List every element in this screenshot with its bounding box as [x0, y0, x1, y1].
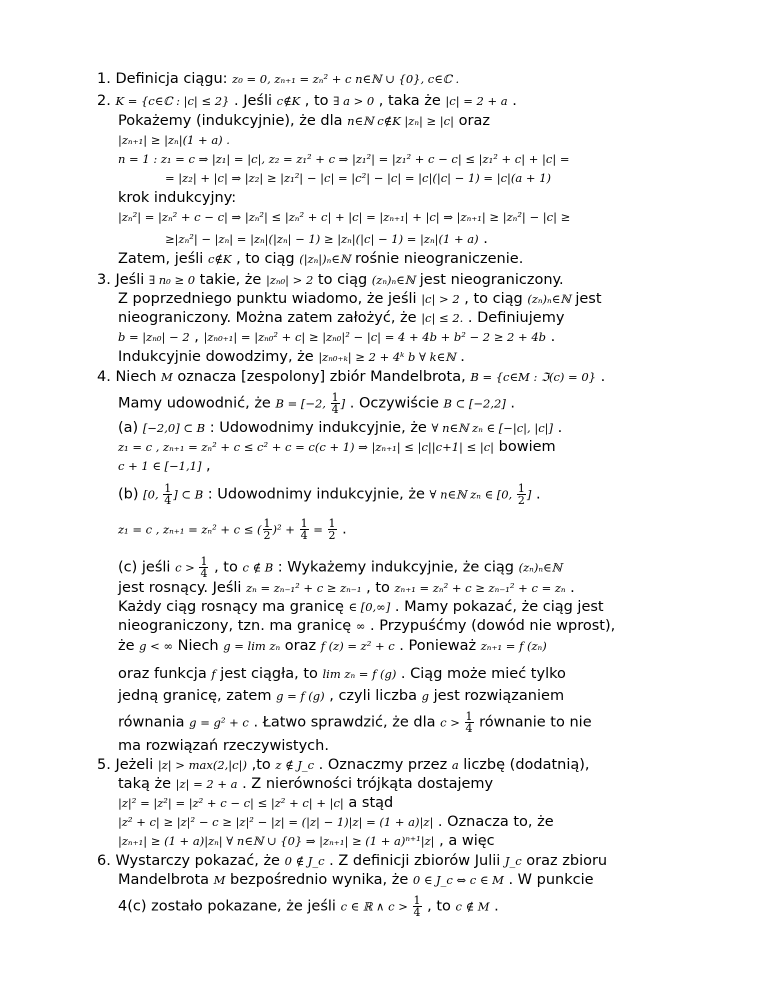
document-line	[118, 483, 541, 506]
fraction-numerator: 1	[517, 482, 525, 495]
math-expression: n∈ℕ c∉K |zₙ| ≥ |c|	[347, 114, 455, 128]
document-line	[118, 637, 547, 655]
math-expression: M	[213, 873, 226, 887]
math-expression: M	[161, 370, 173, 384]
text-run: Indukcyjnie dowodzimy, że	[118, 349, 319, 365]
text-run: Zatem, jeśli	[118, 251, 208, 267]
math-expression: ∃ n₀ ≥ 0	[148, 273, 196, 287]
document-line	[118, 871, 594, 889]
math-expression: |z² + c| ≥ |z|² − c ≥ |z|² − |z| = (|z| − 1)|z| = (1 + a)|z|	[118, 815, 434, 829]
text-run: Pokażemy (indukcyjnie), że dla	[118, 113, 348, 129]
document-line	[97, 271, 564, 289]
math-expression: c∉K	[276, 94, 301, 108]
document-line	[97, 756, 590, 774]
math-expression: B ⊂ [−2,2]	[443, 396, 506, 411]
text-run: , to	[422, 898, 456, 915]
fraction-numerator: 1	[331, 391, 339, 404]
text-run: jedną granicę, zatem	[118, 688, 277, 704]
document-line	[97, 70, 459, 88]
text-run: jest rosnący. Jeśli	[118, 580, 247, 596]
text-run: 3. Jeśli	[97, 272, 149, 288]
math-expression: 0 ∉ J_c	[284, 854, 325, 868]
text-run: 4(c) zostało pokazane, że jeśli	[118, 898, 341, 915]
math-expression: B = [−2,	[275, 396, 330, 411]
math-expression: c∉K	[207, 252, 232, 266]
math-expression: |zₙ₊₁| ≥ |zₙ|(1 + a) .	[118, 133, 230, 147]
fraction	[163, 483, 172, 506]
text-run: .	[546, 329, 556, 345]
math-expression: f	[211, 667, 216, 681]
document-line	[97, 368, 605, 386]
text-run: .	[507, 93, 517, 109]
document-line	[118, 457, 211, 475]
text-run: Mamy udowodnić, że	[118, 395, 276, 412]
text-run: . Mamy pokazać, że ciąg jest	[390, 599, 604, 615]
text-run: 5. Jeżeli	[97, 757, 158, 773]
math-expression: K = {c∈ℂ : |c| ≤ 2}	[115, 94, 230, 108]
document-line	[118, 250, 523, 268]
text-run: (b)	[118, 486, 144, 503]
text-run: 2.	[97, 93, 116, 109]
math-expression: zₙ₊₁ = f (zₙ)	[480, 639, 547, 653]
math-expression: ] ⊂ B	[173, 487, 204, 502]
fraction-numerator: 1	[300, 517, 308, 530]
text-run: .	[531, 486, 541, 503]
fraction-denominator: 4	[164, 494, 172, 507]
text-run: nieograniczony. Można zatem założyć, że	[118, 310, 422, 326]
document-line	[118, 775, 493, 793]
math-expression: z₁ = c , zₙ₊₁ = zₙ² + c ≤ (	[118, 522, 262, 537]
math-expression: g = lim zₙ	[223, 639, 281, 653]
text-run: . Z definicji zbiorów Julii	[324, 853, 505, 869]
math-expression: |zₙ₀₊₁| = |zₙ₀² + c| ≥ |zₙ₀|² − |c| = 4 + 4b + b² − 2 ≥ 2 + 4b	[203, 330, 546, 344]
math-expression: |c| ≤ 2.	[421, 311, 464, 325]
document-line	[118, 665, 566, 683]
text-run: . Definiujemy	[463, 310, 565, 326]
text-run: , to	[209, 559, 243, 576]
text-run: , to ciąg	[459, 291, 528, 307]
math-expression: z₁ = c , zₙ₊₁ = zₙ² + c ≤ c² + c = c(c + 1) ⇒ |zₙ₊₁| ≤ |c||c+1| ≤ |c|	[118, 440, 495, 454]
math-expression: lim zₙ = f (g)	[322, 667, 397, 681]
math-expression: n = 1 : z₁ = c ⇒ |z₁| = |c|, z₂ = z₁² + c ⇒ |z₁²| = |z₁² + c − c| ≤ |z₁² + c| + |c| =	[118, 152, 570, 166]
text-run: bowiem	[494, 439, 556, 455]
math-expression: (zₙ)ₙ∈ℕ	[527, 292, 571, 306]
math-expression: zₙ₊₁ = zₙ² + c ≥ zₙ₋₁² + c = zₙ	[394, 581, 566, 595]
math-expression: |c| = 2 + a	[445, 94, 508, 108]
document-line	[118, 112, 490, 130]
text-run: (a)	[118, 420, 143, 436]
fraction-numerator: 1	[413, 894, 421, 907]
text-run: równania	[118, 714, 190, 731]
math-expression: c ∉ M	[455, 899, 490, 914]
text-run: oraz	[280, 638, 321, 654]
text-run: . Łatwo sprawdzić, że dla	[248, 714, 441, 731]
text-run: : Wykażemy indukcyjnie, że ciąg	[273, 559, 519, 576]
fraction-denominator: 4	[413, 906, 421, 919]
document-line	[118, 328, 555, 346]
fraction-numerator: 1	[164, 482, 172, 495]
text-run: .	[565, 580, 575, 596]
text-run: .	[337, 521, 347, 538]
fraction	[199, 556, 208, 579]
math-expression: g = f (g)	[276, 689, 325, 703]
text-run: .	[455, 349, 465, 365]
fraction-denominator: 4	[300, 529, 308, 542]
document-line	[118, 895, 499, 918]
math-expression: (|zₙ|)ₙ∈ℕ	[299, 252, 351, 266]
document-line	[118, 832, 495, 850]
text-run: . Oczywiście	[345, 395, 444, 412]
text-run: jest rozwiązaniem	[429, 688, 565, 704]
text-run: , a więc	[434, 833, 495, 849]
math-expression: g	[421, 689, 429, 703]
document-line	[118, 419, 562, 437]
document-line	[118, 579, 575, 597]
text-run: nieograniczony, tzn. ma granicę	[118, 618, 356, 634]
document-line	[118, 687, 564, 705]
fraction-numerator: 1	[465, 710, 473, 723]
document-line	[118, 737, 329, 755]
text-run: oznacza [zespolony] zbiór Mandelbrota,	[172, 369, 471, 385]
math-expression: ∃ a > 0	[333, 94, 375, 108]
text-run: . Przypuśćmy (dowód nie wprost),	[365, 618, 616, 634]
math-expression: g < ∞	[139, 639, 174, 653]
math-expression: c + 1 ∈ [−1,1]	[118, 459, 202, 473]
math-expression: c >	[440, 715, 464, 730]
math-expression: z ∉ J_c	[275, 758, 315, 772]
text-run: Mandelbrota	[118, 872, 214, 888]
math-expression: ≥|zₙ²| − |zₙ| = |zₙ|(|zₙ| − 1) ≥ |zₙ|(|c| − 1) = |zₙ|(1 + a)	[165, 232, 479, 246]
text-run: .	[596, 369, 606, 385]
math-expression: ∈ [0,∞]	[348, 600, 391, 614]
document-line	[118, 150, 570, 168]
text-run: .	[553, 420, 563, 436]
fraction-denominator: 2	[517, 494, 525, 507]
text-run: , to	[300, 93, 334, 109]
text-run: .	[505, 395, 516, 412]
document-line	[118, 438, 556, 456]
text-run: : Udowodnimy indukcyjnie, że	[205, 420, 432, 436]
text-run: , czyli liczba	[324, 688, 422, 704]
text-run: 4. Niech	[97, 369, 162, 385]
math-expression: (zₙ)ₙ∈ℕ	[518, 560, 563, 575]
text-run: . W punkcie	[503, 872, 594, 888]
math-expression: c >	[175, 560, 199, 575]
document-line	[118, 189, 236, 207]
math-expression: = |z₂| + |c| ⇒ |z₂| ≥ |z₁²| − |c| = |c²| − |c| = |c|(|c| − 1) = |c|(a + 1)	[165, 171, 551, 185]
fraction-denominator: 4	[200, 567, 208, 580]
math-expression: )² +	[272, 522, 299, 537]
math-expression: |z| > max(2,|c|)	[157, 758, 247, 772]
text-run: ,	[201, 458, 211, 474]
math-expression: g = g² + c	[189, 715, 249, 730]
fraction-denominator: 2	[263, 529, 271, 542]
math-expression: 0 ∈ J_c ⇔ c ∈ M	[412, 873, 504, 887]
math-expression: a	[451, 758, 459, 772]
text-run: ma rozwiązań rzeczywistych.	[118, 738, 329, 754]
math-expression: b = |zₙ₀| − 2	[118, 330, 190, 344]
document-line	[118, 348, 465, 366]
fraction	[465, 711, 474, 734]
math-expression: |z|² = |z²| = |z² + c − c| ≤ |z² + c| + |c|	[118, 796, 344, 810]
fraction	[263, 518, 272, 541]
fraction	[331, 392, 340, 415]
text-run: . Oznacza to, że	[433, 814, 554, 830]
text-run: . Oznaczmy przez	[314, 757, 452, 773]
math-expression: zₙ = zₙ₋₁² + c ≥ zₙ₋₁	[246, 581, 362, 595]
fraction-numerator: 1	[328, 517, 336, 530]
text-run: oraz funkcja	[118, 666, 212, 682]
text-run: jest nieograniczony.	[415, 272, 564, 288]
fraction	[300, 518, 309, 541]
text-run: .	[478, 231, 488, 247]
text-run: że	[118, 638, 140, 654]
document-line	[118, 711, 592, 734]
text-run: oraz zbioru	[521, 853, 608, 869]
document-line	[118, 556, 562, 579]
math-expression: [−2,0] ⊂ B	[142, 421, 206, 435]
text-run: 1. Definicja ciągu:	[97, 71, 233, 87]
text-run: jest	[570, 291, 602, 307]
text-run: (c) jeśli	[118, 559, 176, 576]
text-run: a stąd	[343, 795, 394, 811]
fraction	[328, 518, 337, 541]
document-line	[118, 392, 515, 415]
fraction-denominator: 2	[328, 529, 336, 542]
math-expression: =	[309, 522, 327, 537]
math-expression: c ∈ ℝ ∧ c >	[340, 899, 412, 914]
fraction	[413, 895, 422, 918]
math-expression: f (z) = z² + c	[320, 639, 395, 653]
math-expression: |c| > 2	[421, 292, 460, 306]
math-expression: ∀ n∈ℕ zₙ ∈ [0,	[429, 487, 516, 502]
document-line	[97, 92, 517, 110]
document-line	[118, 309, 564, 327]
math-expression: (zₙ)ₙ∈ℕ	[371, 273, 416, 287]
text-run: . Ciąg może mieć tylko	[396, 666, 566, 682]
text-run: rośnie nieograniczenie.	[350, 251, 524, 267]
math-expression: |z| = 2 + a	[175, 777, 238, 791]
math-expression: |zₙ²| = |zₙ² + c − c| ⇒ |zₙ²| ≤ |zₙ² + c| + |c| = |zₙ₊₁| + |c| ⇒ |zₙ₊₁| ≥ |zₙ²| − |c| ≥	[118, 210, 571, 224]
document-line	[118, 518, 347, 541]
math-expression: ∀ n∈ℕ zₙ ∈ [−|c|, |c|]	[431, 421, 553, 435]
document-line	[118, 794, 393, 812]
math-expression: B = {c∈M : ℑ(c) = 0}	[470, 370, 596, 384]
text-run: . Ponieważ	[394, 638, 481, 654]
text-run: 6. Wystarczy pokazać, że	[97, 853, 285, 869]
text-run: ,to	[246, 757, 276, 773]
text-run: ,	[189, 329, 204, 345]
text-run: , to ciąg	[231, 251, 300, 267]
text-run: równanie to nie	[474, 714, 592, 731]
text-run: jest ciągła, to	[215, 666, 323, 682]
document-line	[118, 290, 602, 308]
text-run: . Jeśli	[229, 93, 277, 109]
text-run: liczbę (dodatnią),	[458, 757, 590, 773]
document-line	[118, 208, 570, 226]
math-expression: ∞	[355, 619, 366, 633]
math-expression: ]	[526, 487, 532, 502]
text-run: Niech	[173, 638, 224, 654]
math-expression: |zₙ₊₁| ≥ (1 + a)|zₙ| ∀ n∈ℕ ∪ {0} ⇒ |zₙ₊₁| ≥ (1 + a)ⁿ⁺¹|z|	[118, 834, 435, 848]
text-run: krok indukcyjny:	[118, 190, 237, 206]
fraction-numerator: 1	[200, 555, 208, 568]
text-run: , taka że	[374, 93, 446, 109]
math-expression: [0,	[143, 487, 163, 502]
text-run: bezpośrednio wynika, że	[225, 872, 413, 888]
fraction-numerator: 1	[263, 517, 271, 530]
text-run: taką że	[118, 776, 176, 792]
math-expression: |zₙ₀₊ₖ| ≥ 2 + 4ᵏ b ∀ k∈ℕ	[318, 350, 456, 364]
math-expression: |zₙ₀| > 2	[265, 273, 314, 287]
text-run: . Z nierówności trójkąta dostajemy	[237, 776, 494, 792]
document-line	[97, 852, 607, 870]
text-run: takie, że	[195, 272, 266, 288]
math-expression: ]	[340, 396, 346, 411]
fraction	[517, 483, 526, 506]
document-line	[165, 169, 551, 187]
math-expression: c ∉ B	[242, 560, 274, 575]
text-run: Z poprzedniego punktu wiadomo, że jeśli	[118, 291, 422, 307]
math-expression: J_c	[504, 854, 522, 868]
text-run: : Udowodnimy indukcyjnie, że	[203, 486, 430, 503]
text-run: , to	[361, 580, 395, 596]
document-line	[165, 230, 488, 248]
fraction-denominator: 4	[465, 722, 473, 735]
text-run: to ciąg	[313, 272, 372, 288]
text-run: oraz	[454, 113, 490, 129]
document-line	[118, 617, 615, 635]
text-run: .	[489, 898, 499, 915]
document-line	[118, 131, 230, 149]
fraction-denominator: 4	[331, 403, 339, 416]
document-line	[118, 598, 604, 616]
document-line	[118, 813, 554, 831]
math-expression: z₀ = 0, zₙ₊₁ = zₙ² + c n∈ℕ ∪ {0}, c∈ℂ .	[232, 72, 460, 86]
text-run: Każdy ciąg rosnący ma granicę	[118, 599, 349, 615]
